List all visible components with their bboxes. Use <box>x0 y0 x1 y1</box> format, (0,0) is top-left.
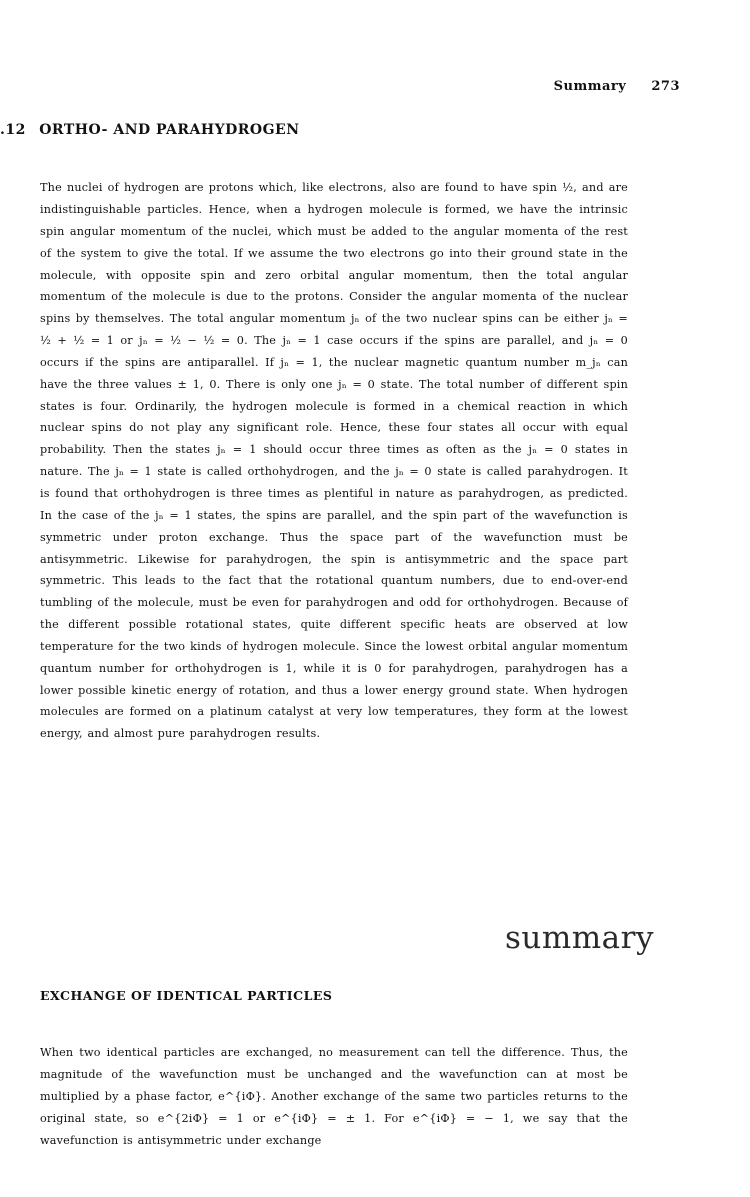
section-title: ORTHO- AND PARAHYDROGEN <box>39 122 300 138</box>
summary-title: summary <box>505 920 654 956</box>
section-paragraph: The nuclei of hydrogen are protons which, like electrons, also are found to have spin ½, and are indistinguishable particles. Hence, when a hydrogen molecule is formed, we have the intrinsic spin angular momentum of the nuclei, which must be added to the angular momenta of the rest of the system to give the total. If we assume the two electrons go into their ground state in the molecule, with opposite spin and zero orbital angular momentum, then the total angular momentum of the molecule is due to the protons. Consider the angular momenta of the nuclear spins by themselves. The total angular momentum jₙ of the two nuclear spins can be either jₙ = ½ + ½ = 1 or jₙ = ½ − ½ = 0. The jₙ = 1 case occurs if the spins are parallel, and jₙ = 0 occurs if the spins are antiparallel. If jₙ = 1, the nuclear magnetic quantum number m_jₙ can have the three values ± 1, 0. There is only one jₙ = 0 state. The total number of different spin states is four. Ordinarily, the hydrogen molecule is formed in a chemical reaction in which nuclear spins do not play any significant role. Hence, these four states all occur with equal probability. Then the states jₙ = 1 should occur three times as often as the jₙ = 0 states in nature. The jₙ = 1 state is called orthohydrogen, and the jₙ = 0 state is called parahydrogen. It is found that orthohydrogen is three times as plentiful in nature as parahydrogen, as predicted. In the case of the jₙ = 1 states, the spins are parallel, and the spin part of the wavefunction is symmetric under proton exchange. Thus the space part of the wavefunction must be antisymmetric. Likewise for parahydrogen, the spin is antisymmetric and the space part symmetric. This leads to the fact that the rotational quantum numbers, due to end-over-end tumbling of the molecule, must be even for parahydrogen and odd for orthohydrogen. Because of the different possible rotational states, quite different specific heats are observed at low temperature for the two kinds of hydrogen molecule. Since the lowest orbital angular momentum quantum number for orthohydrogen is 1, while it is 0 for parahydrogen, parahydrogen has a lower possible kinetic energy of rotation, and thus a lower energy ground state. When hydrogen molecules are formed on a platinum catalyst at very low temperatures, they form at the lowest energy, and almost pure parahydrogen results. <box>40 181 628 741</box>
summary-paragraph: When two identical particles are exchanged, no measurement can tell the difference. Thus, the magnitude of the wavefunction must be unchanged and the wavefunction can at most be multiplied by a phase factor, e^{iΦ}. Another exchange of the same two particles returns to the original state, so e^{2iΦ} = 1 or e^{iΦ} = ± 1. For e^{iΦ} = − 1, we say that the wavefunction is antisymmetric under exchange <box>40 1046 628 1147</box>
running-head-title: Summary <box>553 79 627 94</box>
running-head <box>554 79 680 94</box>
section-heading <box>0 122 300 138</box>
summary-subheading: EXCHANGE OF IDENTICAL PARTICLES <box>40 988 333 1003</box>
section-number: .12 <box>0 122 26 138</box>
page-number: 273 <box>651 79 680 94</box>
